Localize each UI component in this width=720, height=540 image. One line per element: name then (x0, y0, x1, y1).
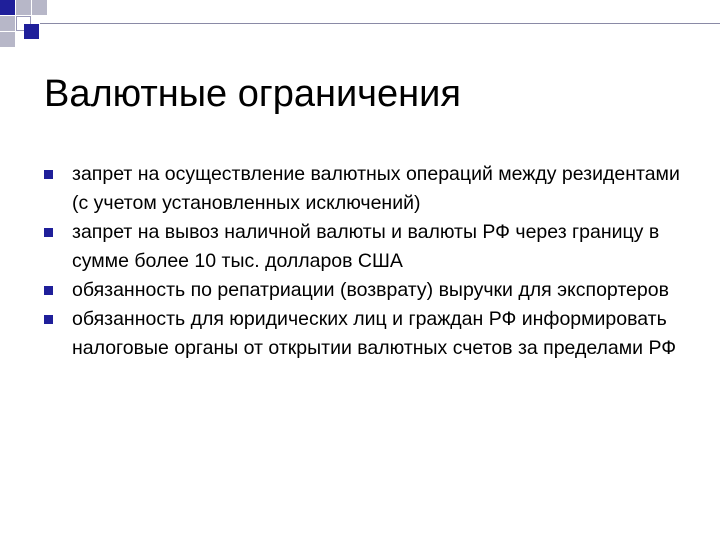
bullet-text: запрет на осуществление валютных операций между резидентами (с учетом установленных исключений) (72, 163, 680, 214)
slide-title: Валютные ограничения (44, 73, 461, 115)
header-divider (40, 23, 720, 24)
bullet-text: обязанность для юридических лиц и граждан РФ информировать налоговые органы от открытии валютных счетов за пределами РФ (72, 308, 677, 359)
decor-square-icon (0, 16, 15, 31)
bullet-item (44, 305, 694, 363)
bullet-item (44, 218, 694, 276)
header-decoration (0, 0, 720, 48)
bullet-text: запрет на вывоз наличной валюты и валюты РФ через границу в сумме более 10 тыс. долларов США (72, 221, 660, 272)
bullet-item (44, 276, 694, 305)
square-bullet-icon (44, 170, 53, 179)
decor-square-icon (24, 24, 39, 39)
square-bullet-icon (44, 286, 53, 295)
decor-square-icon (32, 0, 47, 15)
decor-square-icon (0, 32, 15, 47)
square-bullet-icon (44, 228, 53, 237)
decor-square-icon (0, 0, 15, 15)
bullet-list (44, 160, 694, 363)
square-bullet-icon (44, 315, 53, 324)
bullet-item (44, 160, 694, 218)
decor-square-icon (16, 0, 31, 15)
bullet-text: обязанность по репатриации (возврату) выручки для экспортеров (72, 279, 669, 301)
